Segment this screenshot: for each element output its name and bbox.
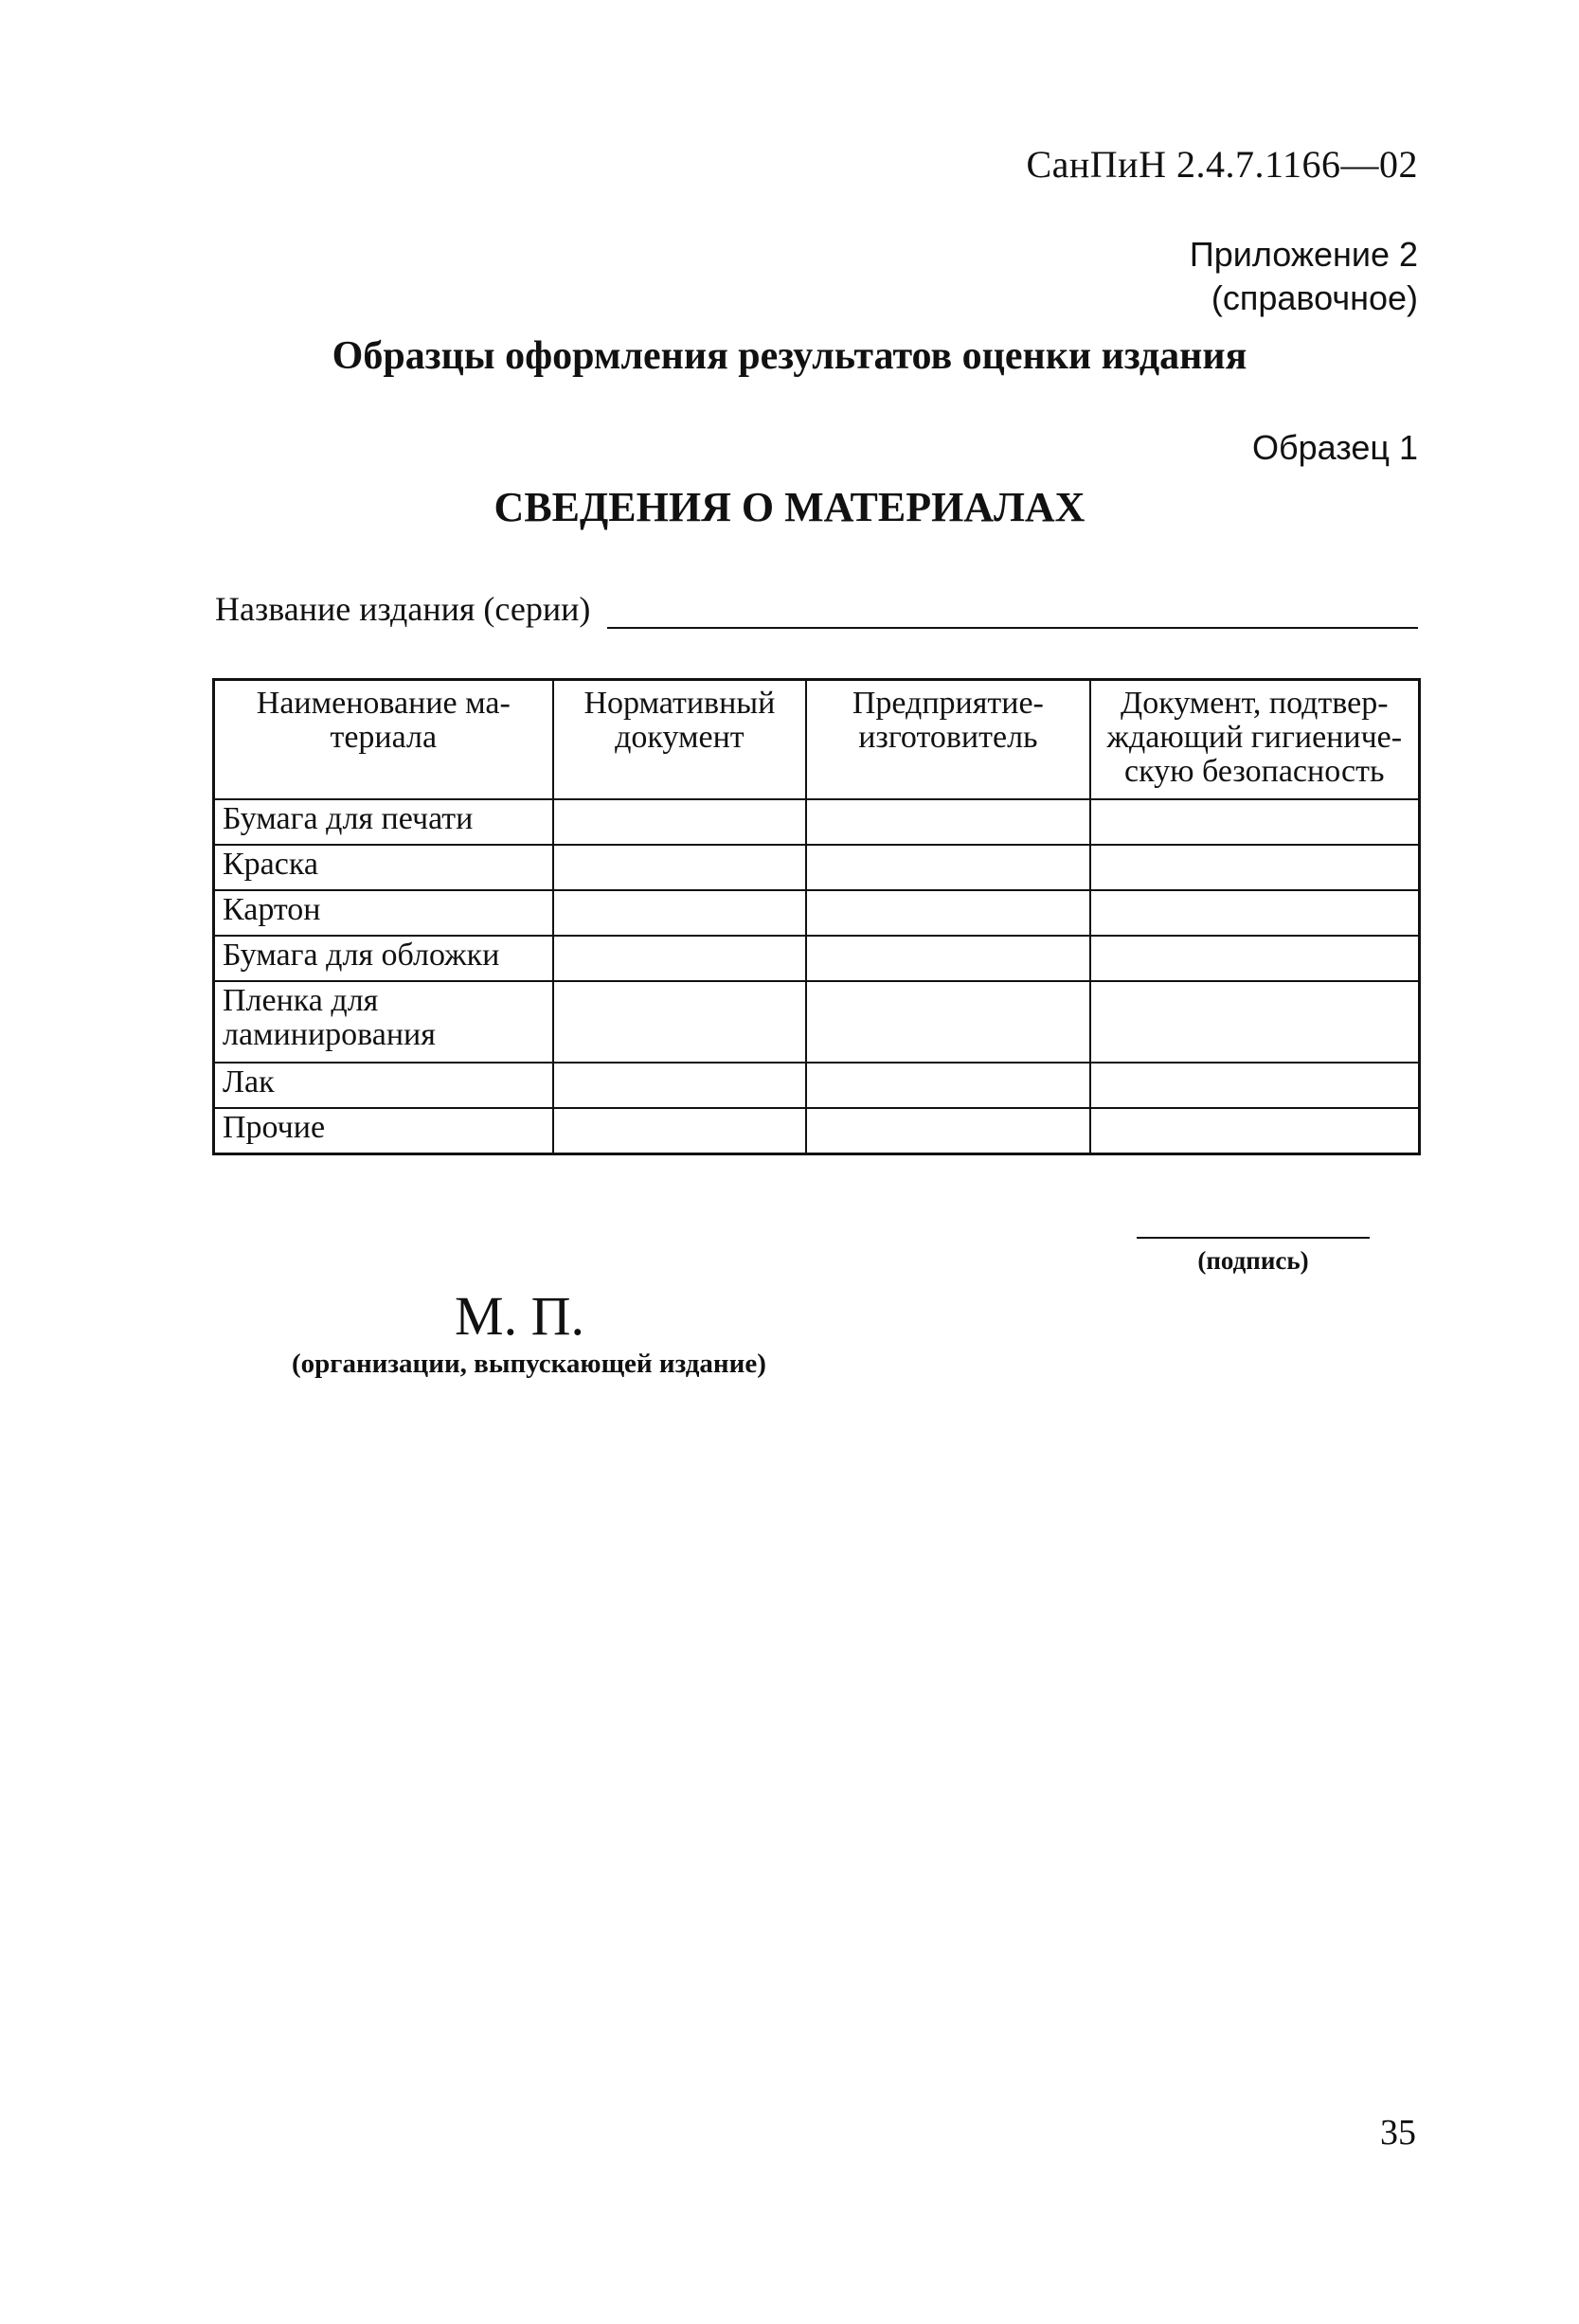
table-row (214, 1063, 1420, 1108)
empty-cell (553, 799, 807, 845)
table-row (214, 981, 1420, 1063)
empty-cell (806, 890, 1089, 936)
stamp-caption: (организации, выпускающей издание) (292, 1349, 766, 1379)
page-number: 35 (1380, 2113, 1416, 2153)
header-normative-document: Нормативный документ (553, 680, 807, 800)
empty-cell (1090, 936, 1420, 981)
section-title: СВЕДЕНИЯ О МАТЕРИАЛАХ (493, 484, 1086, 530)
empty-cell (553, 890, 807, 936)
empty-cell (806, 799, 1089, 845)
empty-cell (553, 1063, 807, 1108)
empty-cell (553, 845, 807, 890)
appendix-type: (справочное) (1211, 278, 1418, 317)
signature-caption: (подпись) (1197, 1246, 1309, 1275)
table-row (214, 1108, 1420, 1154)
material-name-cell: Лак (214, 1063, 553, 1108)
empty-cell (1090, 1108, 1420, 1154)
empty-cell (1090, 799, 1420, 845)
material-name-cell: Пленка для ламинирования (214, 981, 553, 1063)
empty-cell (806, 981, 1089, 1063)
materials-table (212, 678, 1421, 1155)
document-code: СанПиН 2.4.7.1166—02 (1026, 143, 1418, 186)
empty-cell (553, 981, 807, 1063)
edition-name-blank-line (607, 593, 1418, 629)
material-name-cell: Прочие (214, 1108, 553, 1154)
sample-label: Образец 1 (1251, 428, 1418, 467)
empty-cell (1090, 890, 1420, 936)
header-material-name: Наименование ма- териала (214, 680, 553, 800)
empty-cell (553, 1108, 807, 1154)
material-name-cell: Краска (214, 845, 553, 890)
empty-cell (806, 845, 1089, 890)
material-name-cell: Картон (214, 890, 553, 936)
empty-cell (1090, 1063, 1420, 1108)
empty-cell (1090, 981, 1420, 1063)
header-hygiene-document: Документ, подтвер- ждающий гигиениче- скую безопасность (1090, 680, 1420, 800)
empty-cell (1090, 845, 1420, 890)
table-row (214, 799, 1420, 845)
edition-name-label: Название издания (серии) (215, 590, 591, 628)
stamp-place-mark: М. П. (455, 1285, 584, 1347)
header-manufacturer: Предприятие- изготовитель (806, 680, 1089, 800)
table-row (214, 890, 1420, 936)
empty-cell (806, 1063, 1089, 1108)
table-row (214, 845, 1420, 890)
material-name-cell: Бумага для обложки (214, 936, 553, 981)
appendix-label: Приложение 2 (1189, 235, 1418, 274)
empty-cell (553, 936, 807, 981)
empty-cell (806, 936, 1089, 981)
appendix-block (1190, 233, 1418, 320)
empty-cell (806, 1108, 1089, 1154)
page-title: Образцы оформления результатов оценки издания (332, 334, 1247, 378)
edition-name-field (215, 589, 1418, 629)
signature-line (1137, 1237, 1370, 1239)
table-header-row (214, 680, 1420, 800)
table-row (214, 936, 1420, 981)
material-name-cell: Бумага для печати (214, 799, 553, 845)
